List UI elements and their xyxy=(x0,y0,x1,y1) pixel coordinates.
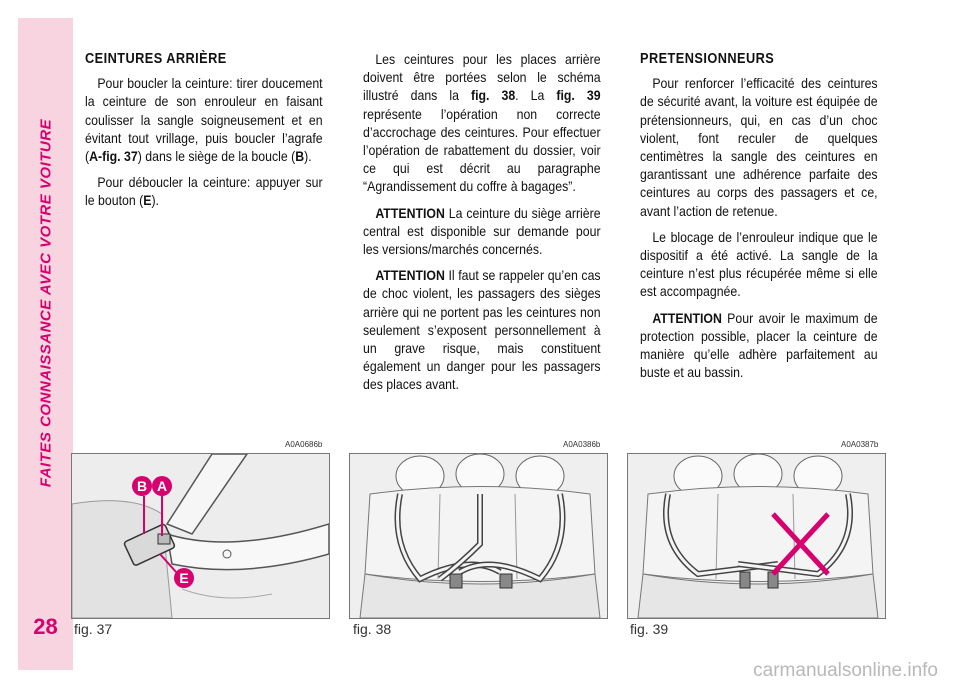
figure-37-image xyxy=(71,453,330,619)
paragraph-attention-protection: ATTENTION Pour avoir le maximum de protection possible, placer la ceinture de manière qu’elle adhère parfaitement au buste et au bassin. xyxy=(640,309,878,381)
callout-a: A xyxy=(156,478,168,494)
figure-39-image xyxy=(627,453,886,619)
callout-e: E xyxy=(179,570,189,586)
column-2 xyxy=(363,50,601,402)
paragraph-attention-central: ATTENTION La ceinture du siège arrière central est disponible sur demande pour les versions/marchés concernés. xyxy=(363,204,601,258)
section-heading-pretensionneurs: PRETENSIONNEURS xyxy=(640,51,775,67)
column-1 xyxy=(85,50,323,218)
sidebar-title-text: FAITES CONNAISSANCE AVEC VOTRE VOITURE xyxy=(37,118,54,488)
section-heading-ceintures-arriere: CEINTURES ARRIÈRE xyxy=(85,51,227,67)
watermark-text: carmanualsonline.info xyxy=(753,660,938,681)
figure-37-code: A0A0686b xyxy=(285,440,323,449)
paragraph-blocage: Le blocage de l’enrouleur indique que le dispositif a été activé. La sangle de la ceinture n’est plus récupérée même si elle est accompagnée. xyxy=(640,228,878,300)
figure-39-label: fig. 39 xyxy=(630,621,669,637)
figure-39-code: A0A0387b xyxy=(841,440,879,449)
page-number: 28 xyxy=(33,614,58,639)
paragraph-boucler: Pour boucler la ceinture: tirer doucement la ceinture de son enrouleur en faisant coulisser la sangle soigneusement et en évitant tout vrillage, puis boucler l’agrafe (A-fig. 37) dans le siège de la boucle (B). xyxy=(85,75,323,165)
paragraph-pretensionneurs: Pour renforcer l’efficacité des ceintures de sécurité avant, la voiture est équipée de prétensionneurs, qui, en cas d’un choc violent, font reculer de quelques centimètres la sangle des ceintures en garantissant une adhérence parfaite des ceintures au corps des passagers et ce, avant l’action de retenue. xyxy=(640,75,878,219)
figure-38-image xyxy=(349,453,608,619)
figure-38-label: fig. 38 xyxy=(353,621,392,637)
column-3 xyxy=(640,50,878,389)
callout-b: B xyxy=(136,478,148,494)
paragraph-attention-choc: ATTENTION Il faut se rappeler qu’en cas de choc violent, les passagers des sièges arrière qui ne portent pas les ceintures non seulement s’exposent personnellement à un grave risque, mais constituent également un danger pour les passagers des places avant. xyxy=(363,267,601,393)
paragraph-schema: Les ceintures pour les places arrière doivent être portées selon le schéma illustré dans la fig. 38. La fig. 39 représente l’opération non correcte d’accrochage des ceintures. Pour effectuer l’opération de rabattement du dossier, voir ce qui est décrit au paragraphe “Agrandissement du coffre à bagages”. xyxy=(363,51,601,195)
figure-38-code: A0A0386b xyxy=(563,440,601,449)
paragraph-deboucler: Pour déboucler la ceinture: appuyer sur le bouton (E). xyxy=(85,174,323,209)
sidebar-title xyxy=(18,18,73,588)
figure-37-label: fig. 37 xyxy=(74,621,113,637)
